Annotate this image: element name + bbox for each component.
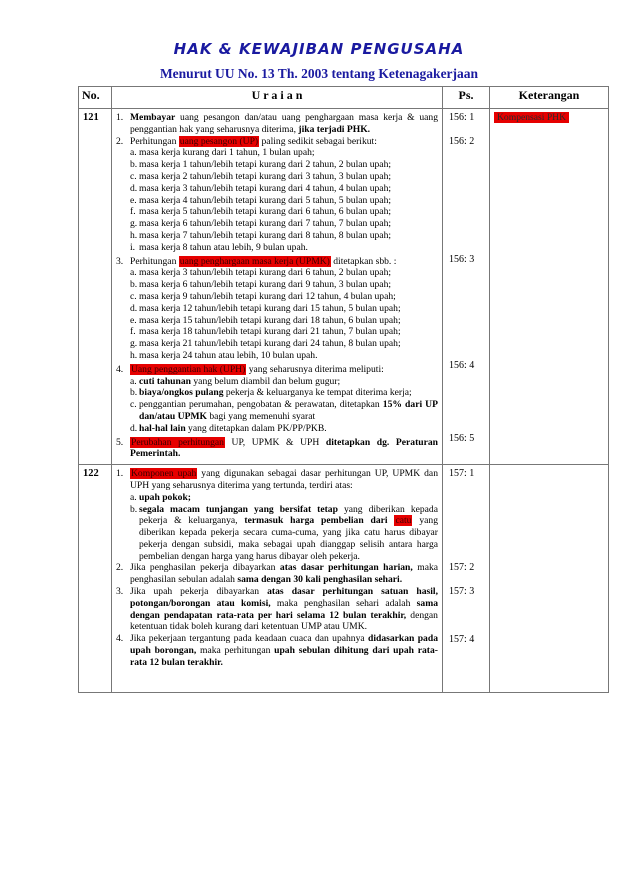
rights-table [78,86,609,693]
pasal-ref: 157: 3 [449,585,475,597]
header-ps: Ps. [443,87,490,109]
row-keterangan [490,109,609,465]
sub-item: f. masa kerja 5 tahun/lebih tetapi kurang dari 6 tahun, 6 bulan upah; [130,206,392,218]
list-item: 2. Perhitungan uang pesangon (UP) paling sedikit sebagai berikut: a. masa kerja kurang dari 1 tahun, 1 bulan upah; b. masa kerja 1 tahun/lebih tetapi kurang dari 2 tahun, 2 bulan upah; c. masa kerja 2 tahun/lebih tetapi kurang dari 3 tahun, 3 bulan upah; d. masa kerja 3 tahun/lebih tetapi kurang dari 4 tahun, 4 bulan upah; e. masa kerja 4 tahun/lebih tetapi kurang dari 5 tahun, 5 bulan upah; f. masa kerja 5 tahun/lebih tetapi kurang dari 6 tahun, 6 bulan upah; g. masa kerja 6 tahun/lebih tetapi kurang dari 7 tahun, 7 bulan upah; h. masa kerja 7 tahun/lebih tetapi kurang dari 8 tahun, 8 bulan upah; i. masa kerja 8 tahun atau lebih, 9 bulan upah. [116,136,438,254]
sub-item: c. masa kerja 9 tahun/lebih tetapi kurang dari 12 tahun, 4 bulan upah; [130,290,396,302]
highlight-mark: Uang penggantian hak (UPH) [131,363,246,375]
sub-item: c. masa kerja 2 tahun/lebih tetapi kurang dari 3 tahun, 3 bulan upah; [130,170,392,182]
pasal-ref: 156: 1 [449,112,475,123]
list-item: 3. Jika upah pekerja dibayarkan atas dasar perhitungan satuan hasil, potongan/borongan atau komisi, maka penghasilan sehari adalah sama dengan pendapatan rata-rata per hari selama 12 bulan terakhir, dengan ketentuan tidak boleh kurang dari ketentuan UMP atau UMK. [116,586,438,633]
sub-item: d. masa kerja 3 tahun/lebih tetapi kurang dari 4 tahun, 4 bulan upah; [130,182,392,194]
sub-item: b. biaya/ongkos pulang pekerja & keluarganya ke tempat diterima kerja; [130,387,412,399]
sub-item: h. masa kerja 24 tahun atau lebih, 10 bulan upah. [130,349,318,361]
sub-item: b. segala macam tunjangan yang bersifat tetap yang diberikan kepada pekerja & keluarganya, termasuk harga pembelian dari catu yang diberikan kepada pekerja secara cuma-cuma, yang jika catu harus dibayar pekerja dengan subsidi, maka sebagai upah dianggap selisih antara harga pembelian dengan harga yang harus dibayar oleh pekerja. [130,503,438,562]
document-subtitle: Menurut UU No. 13 Th. 2003 tentang Ketenagakerjaan [159,66,479,81]
list-item: 3. Perhitungan uang penghargaan masa kerja (UPMK) ditetapkan sbb. : a. masa kerja 3 tahun/lebih tetapi kurang dari 6 tahun, 2 bulan upah; b. masa kerja 6 tahun/lebih tetapi kurang dari 9 tahun, 3 bulan upah; c. masa kerja 9 tahun/lebih tetapi kurang dari 12 tahun, 4 bulan upah; d. masa kerja 12 tahun/lebih tetapi kurang dari 15 tahun, 5 bulan upah; e. masa kerja 15 tahun/lebih tetapi kurang dari 18 tahun, 6 bulan upah; f. masa kerja 18 tahun/lebih tetapi kurang dari 21 tahun, 7 bulan upah; g. masa kerja 21 tahun/lebih tetapi kurang dari 24 tahun, 8 bulan upah; h. masa kerja 24 tahun atau lebih, 10 bulan upah. [116,256,438,362]
document-title: HAK & KEWAJIBAN PENGUSAHA [173,40,465,58]
highlight-mark: Komponen upah [131,468,197,480]
pasal-ref: 156: 5 [449,433,475,445]
row-uraian [112,465,443,693]
list-item: 1. Membayar uang pesangon dan/atau uang penghargaan masa kerja & uang penggantian hak yang seharusnya diterima, jika terjadi PHK. [116,112,438,135]
pasal-ref: 157: 1 [449,468,475,480]
sub-item: e. masa kerja 15 tahun/lebih tetapi kurang dari 18 tahun, 6 bulan upah; [130,314,401,326]
row-number: 121 [79,109,112,465]
sub-item: a. cuti tahunan yang belum diambil dan belum gugur; [130,375,341,387]
sub-item: g. masa kerja 6 tahun/lebih tetapi kurang dari 7 tahun, 7 bulan upah; [130,218,392,230]
highlight-mark: Perubahan perhitungan [131,436,224,448]
pasal-ref: 156: 2 [449,135,475,147]
sub-item: a. upah pokok; [130,491,191,503]
sub-item: i. masa kerja 8 tahun atau lebih, 9 bulan upah. [130,241,308,253]
row-pasal [443,109,490,465]
pasal-ref: 157: 2 [449,561,475,573]
pasal-ref: 156: 4 [449,360,475,372]
sub-item: g. masa kerja 21 tahun/lebih tetapi kurang dari 24 tahun, 8 bulan upah; [130,338,401,350]
list-item: 4. Jika pekerjaan tergantung pada keadaan cuaca dan upahnya didasarkan pada upah borongan, maka perhitungan upah sebulan dihitung dari upah rata-rata 12 bulan terakhir. [116,633,438,668]
highlight-mark: uang pesangon (UP) [179,135,259,147]
sub-item: a. masa kerja 3 tahun/lebih tetapi kurang dari 6 tahun, 2 bulan upah; [130,267,392,279]
sub-item: a. masa kerja kurang dari 1 tahun, 1 bulan upah; [130,147,315,159]
list-item: 1. Komponen upah yang digunakan sebagai dasar perhitungan UP, UPMK dan UPH yang seharusnya diterima yang tertunda, terdiri atas: a. upah pokok; b. segala macam tunjangan yang bersifat tetap yang diberikan kepada pekerja & keluarganya, termasuk harga pembelian dari catu yang diberikan kepada pekerja secara cuma-cuma, yang jika catu harus dibayar pekerja dengan subsidi, maka sebagai upah dianggap selisih antara harga pembelian dengan harga yang harus dibayar oleh pekerja. [116,468,438,562]
highlight-mark: uang penghargaan masa kerja (UPMK) [179,255,330,267]
sub-item: b. masa kerja 1 tahun/lebih tetapi kurang dari 2 tahun, 2 bulan upah; [130,159,392,171]
sub-item: d. hal-hal lain yang ditetapkan dalam PK/PP/PKB. [130,422,327,434]
header-uraian: U r a i a n [112,87,443,109]
status-badge: Kompensasi PHK [494,112,569,123]
sub-item: f. masa kerja 18 tahun/lebih tetapi kurang dari 21 tahun, 7 bulan upah; [130,326,401,338]
table-row [79,465,609,693]
table-header-row [79,87,609,109]
sub-item: e. masa kerja 4 tahun/lebih tetapi kurang dari 5 tahun, 5 bulan upah; [130,194,392,206]
pasal-ref: 157: 4 [449,633,475,645]
row-keterangan [490,465,609,693]
row-uraian [112,109,443,465]
list-item: 4. Uang penggantian hak (UPH) yang seharusnya diterima meliputi: a. cuti tahunan yang belum diambil dan belum gugur; b. biaya/ongkos pulang pekerja & keluarganya ke tempat diterima kerja; c. penggantian perumahan, pengobatan & perawatan, ditetapkan 15% dari UP dan/atau UPMK bagi yang memenuhi syarat d. hal-hal lain yang ditetapkan dalam PK/PP/PKB. [116,363,438,434]
sub-item: c. penggantian perumahan, pengobatan & perawatan, ditetapkan 15% dari UP dan/atau UPMK bagi yang memenuhi syarat [130,399,438,422]
pasal-ref: 156: 3 [449,253,475,265]
highlight-mark: catu [395,515,412,527]
table-row [79,109,609,465]
header-keterangan: Keterangan [490,87,609,109]
list-item: 5. Perubahan perhitungan UP, UPMK & UPH ditetapkan dg. Peraturan Pemerintah. [116,436,439,460]
header-no: No. [79,87,112,109]
sub-item: h. masa kerja 7 tahun/lebih tetapi kurang dari 8 tahun, 8 bulan upah; [130,229,392,241]
row-pasal [443,465,490,693]
list-item: 2. Jika penghasilan pekerja dibayarkan atas dasar perhitungan harian, maka penghasilan sebulan adalah sama dengan 30 kali penghasilan sehari. [116,562,439,586]
sub-item: b. masa kerja 6 tahun/lebih tetapi kurang dari 9 tahun, 3 bulan upah; [130,279,392,291]
row-number: 122 [79,465,112,693]
sub-item: d. masa kerja 12 tahun/lebih tetapi kurang dari 15 tahun, 5 bulan upah; [130,302,401,314]
